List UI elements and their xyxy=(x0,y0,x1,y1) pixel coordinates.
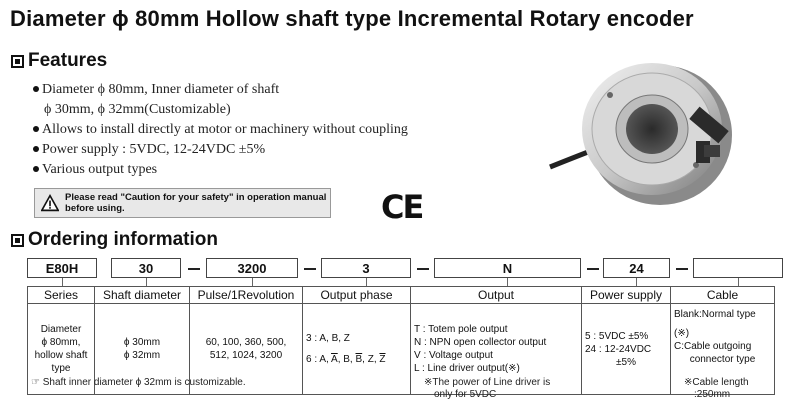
cell-power xyxy=(582,304,671,395)
cell-text: V : Voltage output xyxy=(414,350,493,361)
cell-text: ϕ 30mm xyxy=(123,337,161,348)
connector-line xyxy=(507,278,508,286)
cell-text: connector type xyxy=(689,354,756,365)
table-header-row xyxy=(28,287,775,304)
code-phase: 3 xyxy=(321,258,411,278)
caution-notice xyxy=(34,188,331,218)
cell-text: 24 : 12-24VDC xyxy=(585,343,652,355)
feature-text: Diameter ϕ 80mm, Inner diameter of shaft xyxy=(42,82,280,97)
caution-text: Please read "Caution for your safety" in operation manual before using. xyxy=(65,192,327,214)
cell-text: type xyxy=(51,363,71,374)
cell-text: T : Totem pole output xyxy=(414,324,508,335)
connector-line xyxy=(252,278,253,286)
note-text: ※The power of Line driver is xyxy=(424,377,551,388)
ordering-heading-label: Ordering information xyxy=(28,229,218,250)
col-power-supply: Power supply xyxy=(582,287,671,304)
phase-six-line xyxy=(306,353,407,366)
col-cable: Cable xyxy=(671,287,775,304)
code-dash xyxy=(188,268,200,270)
feature-item xyxy=(33,162,157,178)
cell-text: 5 : 5VDC ±5% xyxy=(585,330,649,342)
feature-item xyxy=(33,142,265,158)
feature-text: Power supply : 5VDC, 12-24VDC ±5% xyxy=(42,142,266,157)
cell-text: ±5% xyxy=(616,356,636,368)
cell-text: 6 : A, xyxy=(306,354,332,365)
warning-icon xyxy=(41,193,59,213)
cell-text: 60, 100, 360, 500, xyxy=(205,337,287,348)
code-power: 24 xyxy=(603,258,670,278)
features-heading xyxy=(11,50,107,72)
ce-mark-logo: CE xyxy=(381,188,423,226)
bullet-icon xyxy=(33,166,39,172)
col-shaft-diameter: Shaft diameter xyxy=(95,287,190,304)
ordering-heading xyxy=(11,229,218,251)
overline-a: $\overline{A}$ xyxy=(331,354,338,365)
connector-line xyxy=(738,278,739,286)
code-dash xyxy=(304,268,316,270)
col-series: Series xyxy=(28,287,95,304)
note-text: :250mm xyxy=(694,389,731,400)
cell-text: ϕ 80mm, xyxy=(41,337,81,348)
page-title: Diameter ϕ 80mm Hollow shaft type Incremental Rotary encoder xyxy=(10,6,694,31)
overline-b: $\overline{B}$ xyxy=(355,354,363,365)
code-shaft: 30 xyxy=(111,258,181,278)
connector-line xyxy=(146,278,147,286)
cell-text: C:Cable outgoing xyxy=(674,341,752,352)
cell-text: Diameter xyxy=(40,324,82,335)
code-output: N xyxy=(434,258,581,278)
cell-text: 3 : A, B, Z xyxy=(306,333,350,344)
square-bullet-icon xyxy=(11,55,24,68)
encoder-product-image xyxy=(540,55,785,235)
cell-text: L : Line driver output(※) xyxy=(414,363,520,374)
code-pulse: 3200 xyxy=(206,258,298,278)
note-line-driver xyxy=(424,377,550,401)
feature-text: ϕ 30mm, ϕ 32mm(Customizable) xyxy=(44,102,231,117)
cell-text: , Z, xyxy=(362,354,380,365)
code-dash xyxy=(676,268,688,270)
col-output: Output xyxy=(411,287,582,304)
feature-text: Various output types xyxy=(42,162,158,177)
col-output-phase: Output phase xyxy=(303,287,411,304)
code-cable xyxy=(693,258,783,278)
feature-item xyxy=(33,122,408,138)
bullet-icon xyxy=(33,86,39,92)
feature-item-continued xyxy=(44,102,231,118)
cell-text: ϕ 32mm xyxy=(123,350,161,361)
code-dash xyxy=(417,268,429,270)
cell-text: (※) xyxy=(674,328,690,339)
cell-text: N : NPN open collector output xyxy=(414,337,547,348)
square-bullet-icon xyxy=(11,234,24,247)
col-pulse: Pulse/1Revolution xyxy=(190,287,303,304)
code-dash xyxy=(587,268,599,270)
feature-text: Allows to install directly at motor or machinery without coupling xyxy=(42,122,408,137)
overline-z: $\overline{Z}$ xyxy=(379,354,386,365)
feature-item xyxy=(33,82,279,98)
connector-line xyxy=(62,278,63,286)
code-series: E80H xyxy=(27,258,97,278)
cell-phase xyxy=(303,304,411,395)
note-cable-length xyxy=(684,377,749,401)
cell-text: hollow shaft xyxy=(34,350,88,361)
cell-text: , B, xyxy=(337,354,356,365)
bullet-icon xyxy=(33,126,39,132)
cell-text: Blank:Normal type xyxy=(674,309,756,320)
connector-line xyxy=(366,278,367,286)
cell-text: 512, 1024, 3200 xyxy=(209,350,283,361)
note-text: only for 5VDC xyxy=(434,389,497,400)
note-text: ※Cable length xyxy=(684,377,749,388)
features-heading-label: Features xyxy=(28,50,108,71)
note-shaft-customizable: ☞ Shaft inner diameter ϕ 32mm is customizable. xyxy=(31,377,246,388)
bullet-icon xyxy=(33,146,39,152)
connector-line xyxy=(636,278,637,286)
